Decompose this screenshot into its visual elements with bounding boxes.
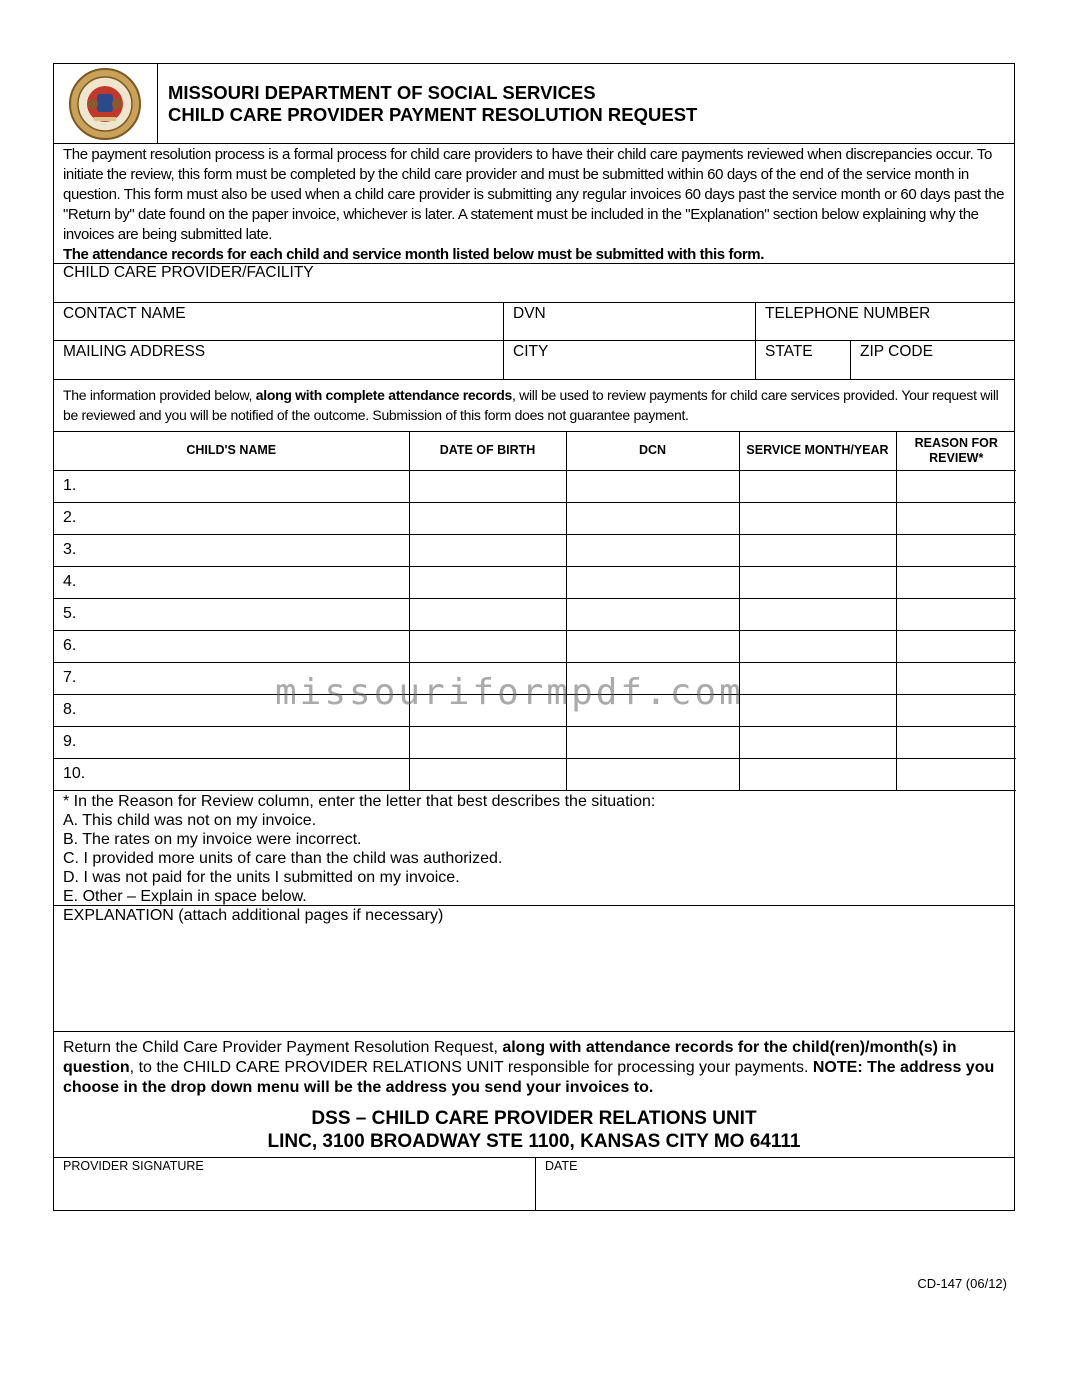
- info-section: [54, 380, 1014, 432]
- agency-title: MISSOURI DEPARTMENT OF SOCIAL SERVICES: [168, 82, 596, 103]
- state-label: STATE: [765, 343, 813, 360]
- watermark: missouriformpdf.com: [275, 672, 744, 713]
- form-header: [54, 64, 1014, 144]
- col-header-dcn: DCN: [566, 432, 739, 470]
- dcn-cell[interactable]: [566, 758, 739, 790]
- city-field[interactable]: [503, 341, 755, 379]
- mailing-address-label: MAILING ADDRESS: [63, 343, 206, 360]
- telephone-label: TELEPHONE NUMBER: [765, 305, 931, 322]
- form-title: CHILD CARE PROVIDER PAYMENT RESOLUTION REQUEST: [168, 104, 698, 125]
- date-of-birth-cell[interactable]: [409, 534, 566, 566]
- date-of-birth-cell[interactable]: [409, 662, 566, 694]
- service-month-cell[interactable]: [739, 534, 896, 566]
- col-header-reason: REASON FOR REVIEW*: [896, 432, 1016, 470]
- dcn-cell[interactable]: [566, 598, 739, 630]
- dcn-cell[interactable]: [566, 726, 739, 758]
- payment-resolution-form: [53, 63, 1015, 1211]
- provider-signature-label: PROVIDER SIGNATURE: [63, 1158, 204, 1173]
- child-row: [54, 598, 1016, 630]
- dcn-cell[interactable]: [566, 630, 739, 662]
- dcn-cell[interactable]: [566, 566, 739, 598]
- row-number: 10.: [63, 765, 86, 782]
- reason-cell[interactable]: [896, 662, 1016, 694]
- provider-facility-field[interactable]: [54, 264, 1014, 302]
- reason-cell[interactable]: [896, 694, 1016, 726]
- child-row: [54, 694, 1016, 726]
- explanation-label: EXPLANATION (attach additional pages if necessary): [63, 906, 444, 924]
- info-bold-text: along with complete attendance records: [255, 387, 512, 403]
- service-month-cell[interactable]: [739, 758, 896, 790]
- dvn-field[interactable]: [503, 303, 755, 340]
- child-row: [54, 470, 1016, 502]
- date-of-birth-cell[interactable]: [409, 502, 566, 534]
- reason-cell[interactable]: [896, 470, 1016, 502]
- service-month-cell[interactable]: [739, 726, 896, 758]
- date-of-birth-cell[interactable]: [409, 566, 566, 598]
- reason-code-d: D. I was not paid for the units I submitted on my invoice.: [63, 868, 460, 886]
- child-name-cell[interactable]: [54, 758, 409, 790]
- date-of-birth-cell[interactable]: [409, 758, 566, 790]
- date-of-birth-cell[interactable]: [409, 726, 566, 758]
- child-row: [54, 726, 1016, 758]
- intro-section: [54, 144, 1014, 264]
- contact-row: [54, 303, 1014, 341]
- attendance-note: The attendance records for each child and service month listed below must be submitted with this form.: [63, 246, 765, 263]
- child-name-cell[interactable]: [54, 662, 409, 694]
- signature-date-label: DATE: [545, 1158, 578, 1173]
- row-number: 1.: [63, 477, 77, 494]
- col-header-date-of-birth: DATE OF BIRTH: [409, 432, 566, 470]
- child-row: [54, 566, 1016, 598]
- child-row: [54, 502, 1016, 534]
- row-number: 4.: [63, 573, 77, 590]
- explanation-field[interactable]: [54, 906, 1014, 1032]
- return-bold-text: along with attendance records for the child(ren)/month(s) in question: [63, 1038, 957, 1076]
- date-of-birth-cell[interactable]: [409, 630, 566, 662]
- child-name-cell[interactable]: [54, 726, 409, 758]
- provider-signature-field[interactable]: [54, 1158, 535, 1210]
- info-text: The information provided below,: [63, 387, 256, 403]
- row-number: 6.: [63, 637, 77, 654]
- provider-facility-row: [54, 264, 1014, 303]
- signature-date-field[interactable]: [535, 1158, 1014, 1210]
- contact-name-field[interactable]: [54, 303, 503, 340]
- telephone-field[interactable]: [755, 303, 1014, 340]
- dcn-cell[interactable]: [566, 694, 739, 726]
- missouri-state-seal-icon: [66, 67, 144, 141]
- child-name-cell[interactable]: [54, 630, 409, 662]
- return-text: Return the Child Care Provider Payment Resolution Request,: [63, 1038, 503, 1056]
- date-of-birth-cell[interactable]: [409, 598, 566, 630]
- service-month-cell[interactable]: [739, 566, 896, 598]
- reason-cell[interactable]: [896, 502, 1016, 534]
- date-of-birth-cell[interactable]: [409, 470, 566, 502]
- date-of-birth-cell[interactable]: [409, 694, 566, 726]
- mailing-address-field[interactable]: [54, 341, 503, 379]
- col-header-service-month: SERVICE MONTH/YEAR: [739, 432, 896, 470]
- service-month-cell[interactable]: [739, 694, 896, 726]
- service-month-cell[interactable]: [739, 470, 896, 502]
- reason-cell[interactable]: [896, 534, 1016, 566]
- reason-code-a: A. This child was not on my invoice.: [63, 811, 317, 829]
- signature-row: [54, 1158, 1014, 1210]
- dcn-cell[interactable]: [566, 502, 739, 534]
- seal-cell: [54, 64, 158, 143]
- reason-code-b: B. The rates on my invoice were incorrect.: [63, 830, 362, 848]
- return-address-unit: DSS – CHILD CARE PROVIDER RELATIONS UNIT: [311, 1107, 757, 1129]
- reason-cell[interactable]: [896, 566, 1016, 598]
- row-number: 2.: [63, 509, 77, 526]
- zip-field[interactable]: [850, 341, 1014, 379]
- service-month-cell[interactable]: [739, 662, 896, 694]
- col-header-childs-name: CHILD'S NAME: [54, 432, 409, 470]
- child-row: [54, 630, 1016, 662]
- return-instructions: [54, 1032, 1014, 1158]
- reason-code-e: E. Other – Explain in space below.: [63, 887, 307, 905]
- row-number: 7.: [63, 669, 77, 686]
- info-text-cont: , will be used to review payments for child care services provided. Your request will be reviewed and you will be notified of the outcome. Submission of this form does not guarantee payment.: [63, 387, 999, 423]
- provider-facility-label: CHILD CARE PROVIDER/FACILITY: [63, 264, 314, 281]
- service-month-cell[interactable]: [739, 502, 896, 534]
- zip-label: ZIP CODE: [860, 343, 933, 360]
- child-row: [54, 534, 1016, 566]
- reason-codes-intro: * In the Reason for Review column, enter the letter that best describes the situation:: [63, 792, 656, 810]
- child-name-cell[interactable]: [54, 694, 409, 726]
- return-address-street: LINC, 3100 BROADWAY STE 1100, KANSAS CITY MO 64111: [267, 1130, 801, 1152]
- reason-cell[interactable]: [896, 726, 1016, 758]
- table-header-row: [54, 432, 1016, 470]
- service-month-cell[interactable]: [739, 630, 896, 662]
- intro-paragraph: The payment resolution process is a formal process for child care providers to have their child care payments reviewed when discrepancies occur. To initiate the review, this form must be completed by the child care provider and must be submitted within 60 days of the end of the service month in question. This form must also be used when a child care provider is submitting any regular invoices 60 days past the service month or 60 days past the "Return by" date found on the paper invoice, whichever is later. A statement must be included in the "Explanation" section below explaining why the invoices are being submitted late.: [63, 146, 1005, 243]
- children-table: [54, 432, 1016, 791]
- dcn-cell[interactable]: [566, 662, 739, 694]
- state-field[interactable]: [755, 341, 850, 379]
- service-month-cell[interactable]: [739, 598, 896, 630]
- child-row: [54, 662, 1016, 694]
- row-number: 3.: [63, 541, 77, 558]
- reason-cell[interactable]: [896, 758, 1016, 790]
- child-name-cell[interactable]: [54, 534, 409, 566]
- row-number: 5.: [63, 605, 77, 622]
- dcn-cell[interactable]: [566, 534, 739, 566]
- row-number: 9.: [63, 733, 77, 750]
- form-number: CD-147 (06/12): [917, 1276, 1007, 1291]
- contact-name-label: CONTACT NAME: [63, 305, 186, 322]
- reason-codes-section: [54, 791, 1014, 906]
- return-text-cont: , to the CHILD CARE PROVIDER RELATIONS UNIT responsible for processing your payments.: [129, 1058, 813, 1076]
- child-name-cell[interactable]: [54, 566, 409, 598]
- child-row: [54, 758, 1016, 790]
- dvn-label: DVN: [513, 305, 546, 322]
- reason-cell[interactable]: [896, 630, 1016, 662]
- child-name-cell[interactable]: [54, 598, 409, 630]
- dcn-cell[interactable]: [566, 470, 739, 502]
- reason-cell[interactable]: [896, 598, 1016, 630]
- address-row: [54, 341, 1014, 380]
- reason-code-c: C. I provided more units of care than the child was authorized.: [63, 849, 503, 867]
- city-label: CITY: [513, 343, 549, 360]
- child-name-cell[interactable]: [54, 502, 409, 534]
- return-note: NOTE: The address you choose in the drop down menu will be the address you send your invoices to.: [63, 1058, 995, 1096]
- row-number: 8.: [63, 701, 77, 718]
- child-name-cell[interactable]: [54, 470, 409, 502]
